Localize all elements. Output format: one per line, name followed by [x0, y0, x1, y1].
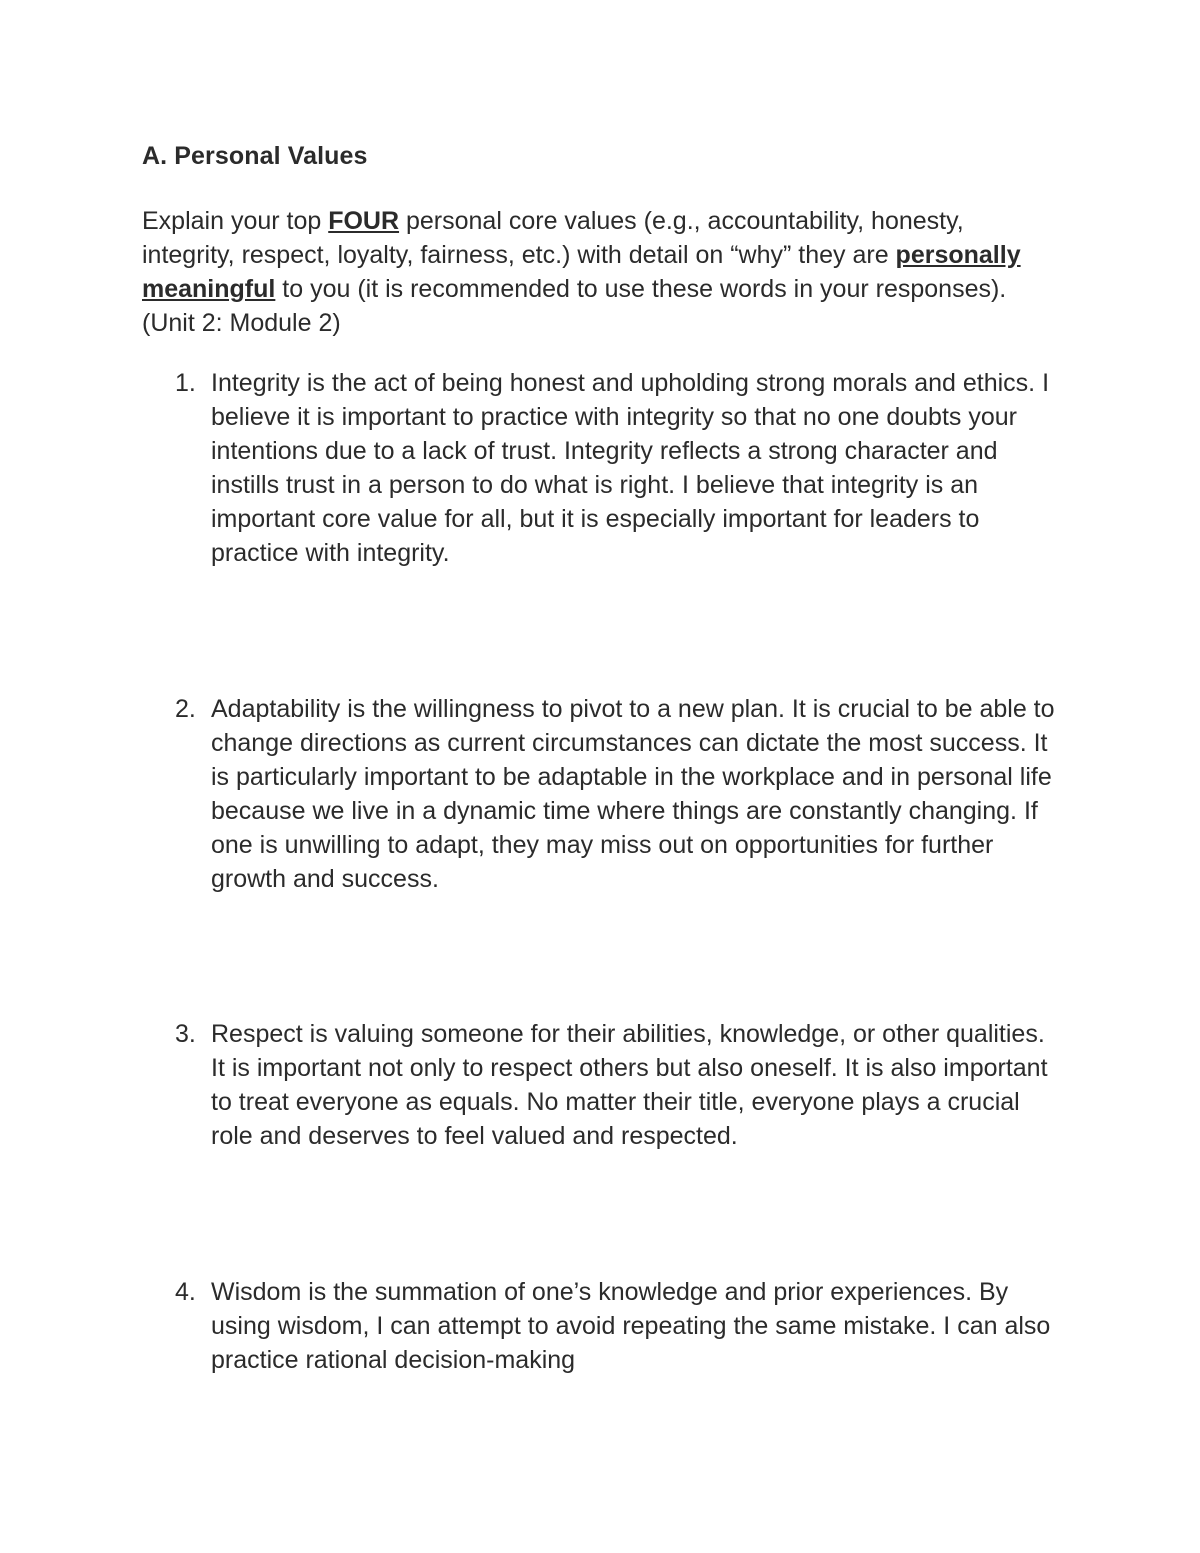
list-item-number: 3.: [175, 1020, 196, 1048]
list-item-text: Wisdom is the summation of one’s knowledge and prior experiences. By using wisdom, I can attempt to avoid repeating the same mistake. I can also practice rational decision-making: [211, 1278, 1051, 1374]
list-item-number: 1.: [175, 369, 196, 397]
list-item-number: 4.: [175, 1278, 196, 1306]
list-item-text: Adaptability is the willingness to pivot to a new plan. It is crucial to be able to change directions as current circumstances can dictate the most success. It is particularly important to be adaptable in the workplace and in personal life because we live in a dynamic time where things are constantly changing. If one is unwilling to adapt, they may miss out on opportunities for further growth and success.: [211, 695, 1055, 893]
instructions-emphasis-four: FOUR: [328, 207, 400, 235]
list-item-text: Respect is valuing someone for their abilities, knowledge, or other qualities. It is important not only to respect others but also oneself. It is also important to treat everyone as equals. No matter their title, everyone plays a crucial role and deserves to feel valued and respected.: [211, 1020, 1048, 1150]
section-instructions: [142, 204, 1042, 340]
section-heading: A. Personal Values: [142, 142, 368, 170]
list-item-text: Integrity is the act of being honest and upholding strong morals and ethics. I believe it is important to practice with integrity so that no one doubts your intentions due to a lack of trust. Integrity reflects a strong character and instills trust in a person to do what is right. I believe that integrity is an important core value for all, but it is especially important for leaders to practice with integrity.: [211, 369, 1050, 567]
instructions-emphasis-meaningful: personally meaningful: [142, 241, 1021, 303]
instructions-text-3: to you (it is recommended to use these words in your responses). (Unit 2: Module 2): [142, 275, 1007, 337]
list-item-number: 2.: [175, 695, 196, 723]
instructions-text-1: Explain your top: [142, 207, 329, 235]
instructions-text-2: personal core values (e.g., accountability, honesty, integrity, respect, loyalty, fairness, etc.) with detail on “why” they are: [142, 207, 964, 269]
